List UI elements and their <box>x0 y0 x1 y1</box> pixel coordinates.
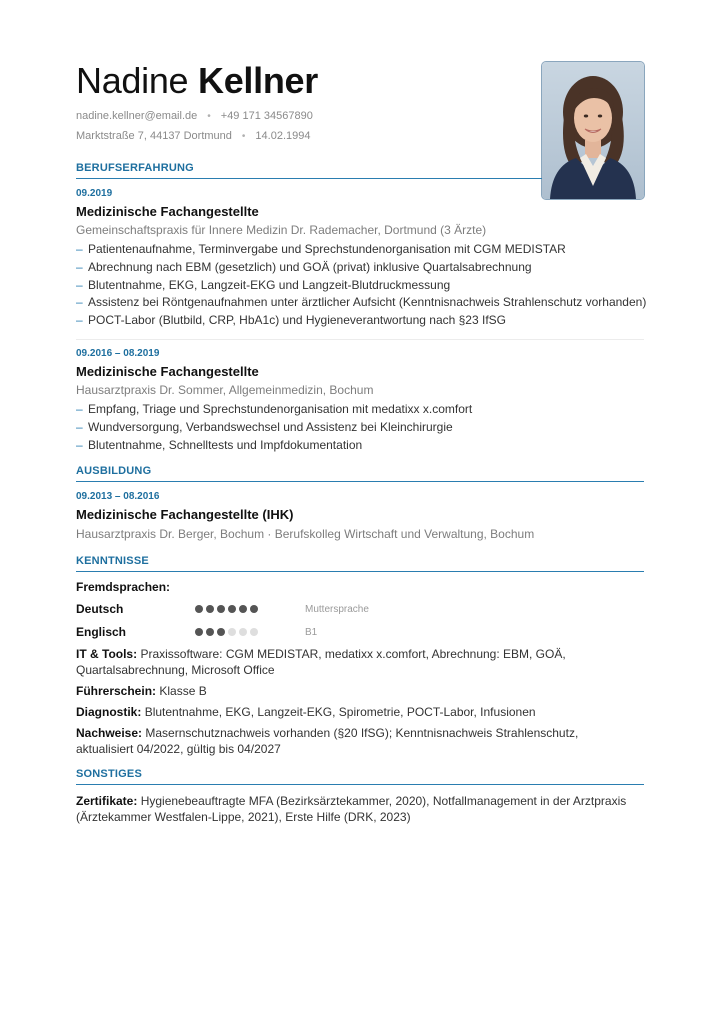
separator: • <box>207 111 211 122</box>
rating-dot-empty <box>250 628 258 636</box>
job-employer: Hausarztpraxis Dr. Sommer, Allgemeinmedizin, Bochum <box>76 383 374 397</box>
list-item: – POCT-Labor (Blutbild, CRP, HbA1c) und Hygieneverantwortung nach §23 IfSG <box>76 312 644 330</box>
rating-dot-filled <box>195 605 203 613</box>
languages-label: Fremdsprachen: <box>76 580 171 594</box>
skill-diagnostics <box>76 705 636 721</box>
skill-label: Führerschein: <box>76 684 157 698</box>
list-item: – Patientenaufnahme, Terminvergabe und Sprechstundenorganisation mit CGM MEDISTAR <box>76 241 644 259</box>
skill-proofs <box>76 726 636 757</box>
rating-dot-filled <box>217 628 225 636</box>
job-title: Medizinische Fachangestellte <box>76 364 259 379</box>
rating-dot-filled <box>206 605 214 613</box>
list-item: – Blutentnahme, Schnelltests und Impfdokumentation <box>76 437 644 455</box>
list-item: – Abrechnung nach EBM (gesetzlich) und GOÄ (privat) inklusive Quartalsabrechnung <box>76 259 644 277</box>
skill-label: Nachweise: <box>76 726 143 740</box>
skill-text: Klasse B <box>159 684 207 698</box>
rating-dot-filled <box>195 628 203 636</box>
address: Marktstraße 7, 44137 Dortmund <box>76 130 232 142</box>
rating-dot-empty <box>228 628 236 636</box>
phone[interactable]: +49 171 34567890 <box>220 110 313 122</box>
section-heading-education: AUSBILDUNG <box>76 464 644 482</box>
first-name: Nadine <box>76 60 189 101</box>
job-date: 09.2019 <box>76 188 113 199</box>
birthdate: 14.02.1994 <box>255 130 311 142</box>
language-row <box>76 602 476 617</box>
section-heading-experience: BERUFSERFAHRUNG <box>76 161 542 179</box>
list-item: – Wundversorgung, Verbandswechsel und Assistenz bei Kleinchirurgie <box>76 419 644 437</box>
job-bullets <box>76 241 647 330</box>
list-item: – Empfang, Triage und Sprechstundenorganisation mit medatixx x.comfort <box>76 401 644 419</box>
education-institution: Hausarztpraxis Dr. Berger, Bochum · Berufskolleg Wirtschaft und Verwaltung, Bochum <box>76 527 535 541</box>
education-title: Medizinische Fachangestellte (IHK) <box>76 507 294 522</box>
separator: • <box>241 131 246 142</box>
last-name: Kellner <box>198 60 318 101</box>
skill-label: Diagnostik: <box>76 705 142 719</box>
language-name: Englisch <box>76 625 127 639</box>
job-title: Medizinische Fachangestellte <box>76 204 259 219</box>
language-level: Muttersprache <box>305 604 369 615</box>
language-rating <box>195 605 261 614</box>
certificates-label: Zertifikate: <box>76 794 138 808</box>
certificates-text: Hygienebeauftragte MFA (Bezirksärztekammer, 2020), Notfallmanagement in der Arztpraxis (Ärztekammer Westfalen-Lippe, 2021), Erste Hilfe (DRK, 2023) <box>76 794 627 824</box>
rating-dot-filled <box>217 605 225 613</box>
profile-photo <box>541 61 645 200</box>
job-employer: Gemeinschaftspraxis für Innere Medizin Dr. Rademacher, Dortmund (3 Ärzte) <box>76 223 487 237</box>
education-date: 09.2013 – 08.2016 <box>76 491 160 502</box>
email[interactable]: nadine.kellner@email.de <box>76 110 198 122</box>
contact-line-2 <box>76 129 310 144</box>
section-heading-skills: KENNTNISSE <box>76 554 644 572</box>
rating-dot-filled <box>206 628 214 636</box>
language-name: Deutsch <box>76 602 124 616</box>
skill-label: IT & Tools: <box>76 647 138 661</box>
list-item: – Assistenz bei Röntgenaufnahmen unter ärztlicher Aufsicht (Kenntnisnachweis Strahlenschutz vorhanden) <box>76 294 644 312</box>
language-rating <box>195 628 261 637</box>
rating-dot-filled <box>228 605 236 613</box>
language-row <box>76 625 476 640</box>
language-level: B1 <box>305 627 318 638</box>
rating-dot-filled <box>250 605 258 613</box>
rating-dot-filled <box>239 605 247 613</box>
job-date: 09.2016 – 08.2019 <box>76 348 160 359</box>
skill-it-tools <box>76 647 636 678</box>
section-heading-other: SONSTIGES <box>76 767 644 785</box>
rating-dot-empty <box>239 628 247 636</box>
skill-text: Blutentnahme, EKG, Langzeit-EKG, Spirometrie, POCT-Labor, Infusionen <box>144 705 536 719</box>
entry-divider <box>76 339 644 340</box>
contact-line-1 <box>76 109 313 124</box>
list-item: – Blutentnahme, EKG, Langzeit-EKG und Langzeit-Blutdruckmessung <box>76 277 644 295</box>
skill-text: Masernschutznachweis vorhanden (§20 IfSG); Kenntnisnachweis Strahlenschutz, aktualisiert 04/2022, gültig bis 04/2027 <box>76 726 579 756</box>
candidate-name <box>76 60 318 102</box>
certificates <box>76 794 636 825</box>
job-bullets <box>76 401 644 454</box>
skill-license <box>76 684 636 700</box>
skill-text: Praxissoftware: CGM MEDISTAR, medatixx x.comfort, Abrechnung: EBM, GOÄ, Quartalsabrechnung, Microsoft Office <box>76 647 566 677</box>
